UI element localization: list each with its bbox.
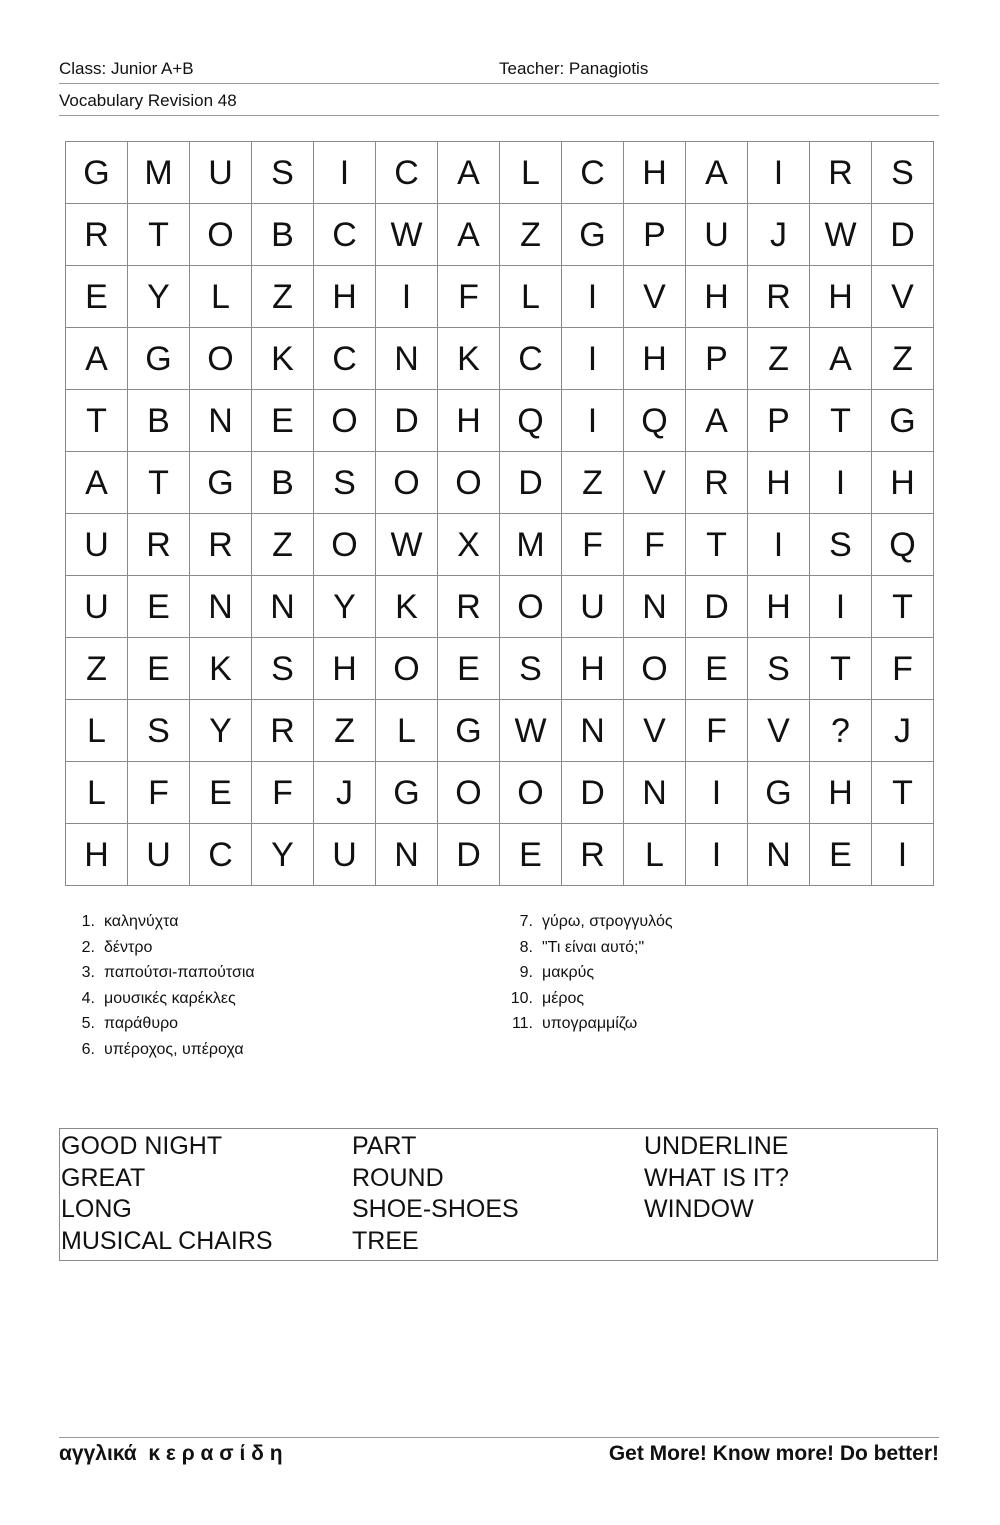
grid-row [66,142,934,204]
grid-cell[interactable]: H [872,452,934,514]
clue-number: 6. [81,1040,95,1058]
grid-cell[interactable]: D [500,452,562,514]
grid-cell[interactable]: I [562,328,624,390]
grid-cell[interactable]: Z [500,204,562,266]
word-bank-entry: LONG [61,1195,132,1224]
word-bank-entry: UNDERLINE [644,1132,789,1160]
grid-cell[interactable]: U [686,204,748,266]
worksheet-title: Vocabulary Revision 48 [59,91,237,110]
word-bank-column-3 [644,1131,789,1226]
header-row-1 [59,59,939,84]
grid-cell[interactable]: N [748,824,810,886]
grid-cell[interactable]: R [810,142,872,204]
grid-cell[interactable]: B [252,204,314,266]
grid-cell[interactable]: F [438,266,500,328]
grid-cell[interactable]: N [624,576,686,638]
grid-cell[interactable]: U [190,142,252,204]
grid-cell[interactable]: V [872,266,934,328]
grid-cell[interactable]: U [128,824,190,886]
grid-cell[interactable]: W [810,204,872,266]
grid-cell[interactable]: E [128,638,190,700]
grid-cell[interactable]: E [438,638,500,700]
clue-text: μέρος [542,989,585,1007]
grid-cell[interactable]: G [376,762,438,824]
grid-cell[interactable]: U [66,514,128,576]
clue-item [498,913,673,939]
class-label: Class: Junior A+B [59,59,194,78]
clue-text: γύρω, στρογγυλός [542,913,673,930]
grid-cell[interactable]: W [376,514,438,576]
grid-cell[interactable]: E [128,576,190,638]
clue-text: δέντρο [104,938,153,956]
grid-row [66,266,934,328]
grid-cell[interactable]: L [500,142,562,204]
clue-list-left [60,913,255,1067]
grid-cell[interactable]: S [872,142,934,204]
grid-cell[interactable]: Q [500,390,562,452]
word-bank-entry: GREAT [61,1163,146,1192]
clue-number: 7. [519,913,533,930]
clue-item [498,1015,673,1041]
clue-list-right [498,913,673,1041]
grid-cell[interactable]: T [872,762,934,824]
clue-item [60,1041,255,1067]
grid-cell[interactable]: F [686,700,748,762]
grid-cell[interactable]: R [252,700,314,762]
clue-number: 3. [81,964,95,982]
word-bank-column-2 [352,1131,519,1257]
word-bank-entry: WHAT IS IT? [644,1163,789,1192]
word-bank-entry: WINDOW [644,1195,754,1224]
clue-text: παράθυρο [104,1015,179,1033]
grid-cell[interactable]: U [66,576,128,638]
grid-cell[interactable]: Z [252,514,314,576]
grid-cell[interactable]: O [624,638,686,700]
grid-cell[interactable]: F [128,762,190,824]
grid-cell[interactable]: H [562,638,624,700]
grid-cell[interactable]: J [872,700,934,762]
grid-cell[interactable]: G [190,452,252,514]
clue-text: μακρύς [542,964,595,982]
grid-cell[interactable]: E [500,824,562,886]
clue-number: 11. [511,1015,533,1033]
grid-cell[interactable]: K [252,328,314,390]
grid-cell[interactable]: N [562,700,624,762]
grid-cell[interactable]: H [314,638,376,700]
grid-cell[interactable]: R [66,204,128,266]
footer-brand: αγγλικά κ ε ρ α σ ί δ η [59,1442,283,1465]
clue-item [498,939,673,965]
grid-cell[interactable]: L [66,700,128,762]
grid-cell[interactable]: O [438,452,500,514]
clue-number: 10. [510,989,533,1007]
grid-cell[interactable]: S [252,142,314,204]
grid-cell[interactable]: A [686,390,748,452]
grid-row [66,204,934,266]
grid-cell[interactable]: U [314,824,376,886]
grid-cell[interactable]: Z [748,328,810,390]
grid-cell[interactable]: X [438,514,500,576]
grid-cell[interactable]: O [438,762,500,824]
word-bank-entry: PART [352,1132,417,1160]
grid-cell[interactable]: T [810,390,872,452]
grid-cell[interactable]: D [872,204,934,266]
clue-number: 9. [519,964,533,982]
grid-cell[interactable]: Y [314,576,376,638]
grid-cell[interactable]: O [314,390,376,452]
grid-cell[interactable]: R [438,576,500,638]
grid-cell[interactable]: S [748,638,810,700]
grid-cell[interactable]: C [314,328,376,390]
grid-cell[interactable]: V [624,452,686,514]
grid-cell[interactable]: D [686,576,748,638]
grid-cell[interactable]: T [872,576,934,638]
clue-item [60,939,255,965]
grid-cell[interactable]: Q [872,514,934,576]
grid-cell[interactable]: C [562,142,624,204]
grid-cell[interactable]: H [66,824,128,886]
grid-cell[interactable]: I [562,266,624,328]
word-bank [59,1128,938,1261]
grid-cell[interactable]: M [500,514,562,576]
grid-cell[interactable]: V [624,266,686,328]
clue-item [60,990,255,1016]
clue-number: 8. [519,938,533,956]
grid-cell[interactable]: C [376,142,438,204]
grid-cell[interactable]: C [500,328,562,390]
grid-cell[interactable]: O [376,452,438,514]
grid-cell[interactable]: O [376,638,438,700]
grid-cell[interactable]: Z [314,700,376,762]
clue-text: μουσικές καρέκλες [104,989,236,1007]
grid-cell[interactable]: H [624,142,686,204]
clue-item [498,964,673,990]
word-bank-entry: MUSICAL CHAIRS [61,1226,273,1255]
grid-cell[interactable]: F [624,514,686,576]
grid-row [66,576,934,638]
grid-cell[interactable]: G [562,204,624,266]
grid-cell[interactable]: E [66,266,128,328]
clue-number: 4. [81,989,95,1007]
grid-cell[interactable]: N [376,328,438,390]
grid-cell[interactable]: R [686,452,748,514]
grid-cell[interactable]: J [748,204,810,266]
grid-cell[interactable]: W [500,700,562,762]
grid-row [66,452,934,514]
grid-cell[interactable]: G [438,700,500,762]
grid-cell[interactable]: Q [624,390,686,452]
grid-cell[interactable]: P [686,328,748,390]
grid-cell[interactable]: F [872,638,934,700]
grid-cell[interactable]: O [500,576,562,638]
grid-cell[interactable]: K [190,638,252,700]
clue-item [60,913,255,939]
grid-cell[interactable]: S [252,638,314,700]
word-bank-entry: ROUND [352,1163,444,1192]
grid-cell[interactable]: S [500,638,562,700]
grid-cell[interactable]: L [190,266,252,328]
grid-cell[interactable]: L [66,762,128,824]
grid-row [66,638,934,700]
grid-row [66,700,934,762]
grid-cell[interactable]: J [314,762,376,824]
grid-cell[interactable]: T [810,638,872,700]
grid-cell[interactable]: E [810,824,872,886]
grid-cell[interactable]: Z [872,328,934,390]
grid-cell[interactable]: A [686,142,748,204]
grid-cell[interactable]: A [66,328,128,390]
clue-number: 1. [81,913,95,930]
grid-row [66,762,934,824]
grid-cell[interactable]: K [376,576,438,638]
word-bank-entry: GOOD NIGHT [61,1132,223,1160]
grid-cell[interactable]: F [252,762,314,824]
grid-cell[interactable]: S [314,452,376,514]
grid-cell[interactable]: Y [252,824,314,886]
grid-cell[interactable]: I [810,576,872,638]
grid-cell[interactable]: K [438,328,500,390]
grid-cell[interactable]: A [66,452,128,514]
grid-cell[interactable]: N [190,390,252,452]
footer-divider [59,1437,939,1438]
grid-cell[interactable]: R [562,824,624,886]
grid-cell[interactable]: P [748,390,810,452]
grid-cell[interactable]: Z [66,638,128,700]
word-bank-column-1 [61,1131,273,1257]
grid-cell[interactable]: D [376,390,438,452]
grid-cell[interactable]: T [686,514,748,576]
grid-cell[interactable]: I [748,514,810,576]
clue-text: "Τι είναι αυτό;" [542,938,645,956]
clue-text: καληνύχτα [104,913,179,930]
grid-cell[interactable]: ? [810,700,872,762]
grid-cell[interactable]: I [748,142,810,204]
grid-cell[interactable]: L [500,266,562,328]
clue-number: 5. [81,1015,95,1033]
clue-item [498,990,673,1016]
grid-cell[interactable]: Y [190,700,252,762]
grid-cell[interactable]: N [190,576,252,638]
grid-cell[interactable]: A [438,142,500,204]
word-bank-entry: SHOE-SHOES [352,1195,519,1224]
clue-item [60,1015,255,1041]
grid-cell[interactable]: G [128,328,190,390]
grid-cell[interactable]: M [128,142,190,204]
header-row-2 [59,91,939,116]
grid-cell[interactable]: S [810,514,872,576]
grid-cell[interactable]: Y [128,266,190,328]
clue-item [60,964,255,990]
grid-cell[interactable]: O [314,514,376,576]
grid-row [66,824,934,886]
grid-cell[interactable]: R [748,266,810,328]
teacher-label: Teacher: Panagiotis [499,59,649,78]
grid-cell[interactable]: Z [562,452,624,514]
grid-cell[interactable]: U [562,576,624,638]
grid-cell[interactable]: T [128,204,190,266]
grid-cell[interactable]: R [190,514,252,576]
grid-cell[interactable]: V [624,700,686,762]
grid-cell[interactable]: H [748,452,810,514]
grid-cell[interactable]: W [376,204,438,266]
grid-cell[interactable]: S [128,700,190,762]
grid-cell[interactable]: R [128,514,190,576]
grid-row [66,514,934,576]
grid-cell[interactable]: T [128,452,190,514]
clue-text: υπέροχος, υπέροχα [104,1040,244,1058]
grid-row [66,390,934,452]
grid-cell[interactable]: I [872,824,934,886]
grid-cell[interactable]: H [624,328,686,390]
grid-cell[interactable]: O [190,328,252,390]
grid-cell[interactable]: P [624,204,686,266]
grid-cell[interactable]: H [686,266,748,328]
grid-cell[interactable]: L [624,824,686,886]
grid-cell[interactable]: H [438,390,500,452]
grid-cell[interactable]: H [314,266,376,328]
grid-cell[interactable]: E [686,638,748,700]
grid-cell[interactable]: I [686,762,748,824]
clue-text: παπούτσι-παπούτσια [104,964,255,982]
grid-cell[interactable]: I [314,142,376,204]
word-bank-entry: TREE [352,1226,419,1255]
grid-cell[interactable]: I [562,390,624,452]
grid-cell[interactable]: A [810,328,872,390]
grid-cell[interactable]: A [438,204,500,266]
clue-text: υπογραμμίζω [542,1015,638,1033]
grid-cell[interactable]: I [810,452,872,514]
grid-cell[interactable]: L [376,700,438,762]
grid-cell[interactable]: H [810,266,872,328]
grid-cell[interactable]: G [872,390,934,452]
grid-cell[interactable]: D [438,824,500,886]
grid-cell[interactable]: G [748,762,810,824]
grid-cell[interactable]: B [252,452,314,514]
grid-cell[interactable]: V [748,700,810,762]
grid-cell[interactable]: N [376,824,438,886]
grid-cell[interactable]: I [686,824,748,886]
grid-cell[interactable]: H [748,576,810,638]
grid-cell[interactable]: G [66,142,128,204]
grid-cell[interactable]: I [376,266,438,328]
grid-cell[interactable]: O [500,762,562,824]
clue-number: 2. [81,938,95,956]
grid-cell[interactable]: F [562,514,624,576]
grid-cell[interactable]: H [810,762,872,824]
grid-cell[interactable]: T [66,390,128,452]
grid-cell[interactable]: E [252,390,314,452]
grid-cell[interactable]: C [314,204,376,266]
grid-cell[interactable]: Z [252,266,314,328]
word-search-grid [65,141,934,886]
grid-cell[interactable]: N [252,576,314,638]
grid-cell[interactable]: E [190,762,252,824]
grid-cell[interactable]: B [128,390,190,452]
grid-cell[interactable]: D [562,762,624,824]
grid-cell[interactable]: N [624,762,686,824]
grid-row [66,328,934,390]
grid-cell[interactable]: C [190,824,252,886]
grid-cell[interactable]: O [190,204,252,266]
footer-slogan: Get More! Know more! Do better! [608,1442,939,1465]
